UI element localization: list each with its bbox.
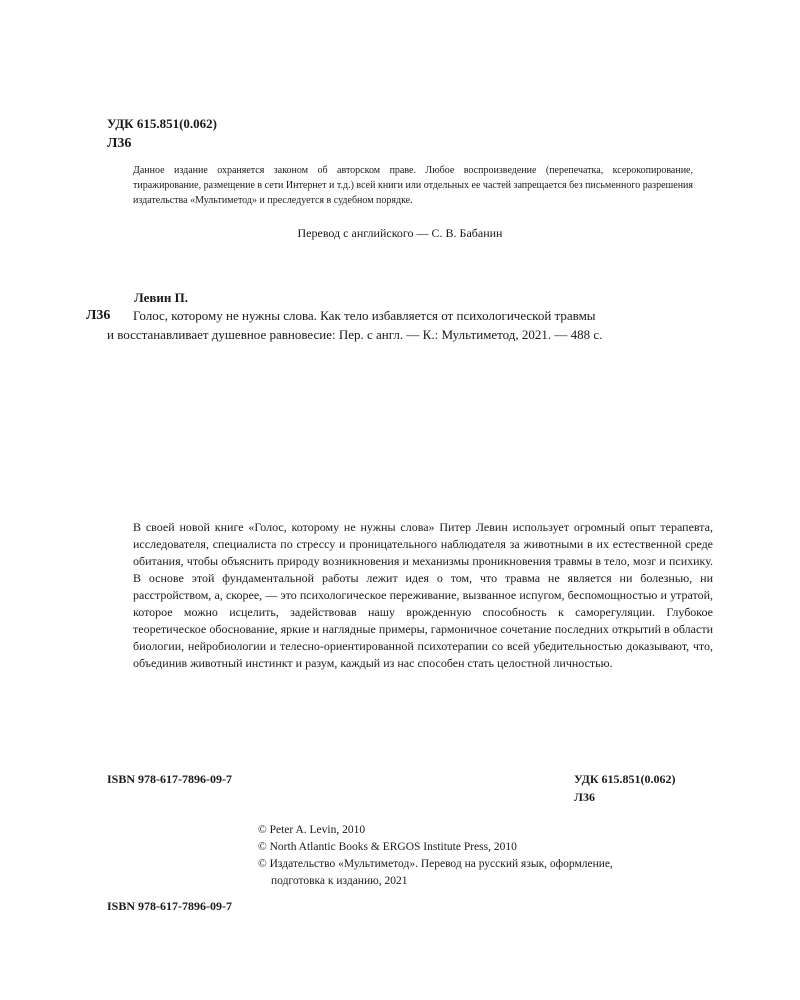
copyright-line: © North Atlantic Books & ERGOS Institute Press, 2010 [258, 841, 517, 853]
isbn-bottom: ISBN 978-617-7896-09-7 [107, 899, 232, 913]
udk-code-top: УДК 615.851(0.062) [107, 116, 218, 131]
book-annotation: В своей новой книге «Голос, которому не нужны слова» Питер Левин использует огромный опыт терапевта, исследователя, специалиста по стрессу и проницательного наблюдателя за животными в их естественной среде обитания, чтобы объяснить природу возникновения и механизмы проникновения травмы в тело, мозг и психику. В основе этой фундаментальной работы лежит идея о том, что травма не является ни болезнью, ни расстройством, а, скорее, — это психологическое переживание, вызванное испугом, беспомощностью и утратой, которое можно исцелить, задействовав нашу врожденную способность к саморегуляции. Глубокое теоретическое обоснование, яркие и наглядные примеры, гармоничное сочетание последних открытий в области биологии, нейробиологии и телесно-ориентированной психотерапии со всей убедительностью доказывают, что, объединив животный инстинкт и разум, каждый из нас способен стать целостной личностью. [133, 520, 713, 670]
bibliography-code: Л36 [86, 308, 111, 323]
bibliography-author: Левин П. [134, 290, 188, 305]
copyright-notice: Данное издание охраняется законом об авторском праве. Любое воспроизведение (перепечатка, ксерокопирование, тиражирование, размещение в сети Интернет и т.д.) всей книги или отдельных ее частей запрещается без письменного разрешения издательства «Мультиметод» и преследуется в судебном порядке. [133, 165, 693, 206]
isbn-left: ISBN 978-617-7896-09-7 [107, 772, 232, 786]
copyright-list [258, 822, 728, 890]
author-code-top: Л36 [107, 136, 132, 151]
udk-code-right: УДК 615.851(0.062) [574, 772, 676, 786]
copyright-line: © Издательство «Мультиметод». Перевод на русский язык, оформление, [258, 858, 613, 870]
bibliography-title-line-1: Голос, которому не нужны слова. Как тело избавляется от психологической травмы [133, 308, 596, 323]
translator-credit: Перевод с английского — С. В. Бабанин [297, 226, 503, 240]
copyright-line-continuation: подготовка к изданию, 2021 [271, 875, 408, 887]
author-code-right: Л36 [574, 790, 595, 804]
bibliography-title-line-2: и восстанавливает душевное равновесие: Пер. с англ. — К.: Мультиметод, 2021. — 488 с. [107, 327, 603, 342]
copyright-line: © Peter A. Levin, 2010 [258, 824, 366, 836]
